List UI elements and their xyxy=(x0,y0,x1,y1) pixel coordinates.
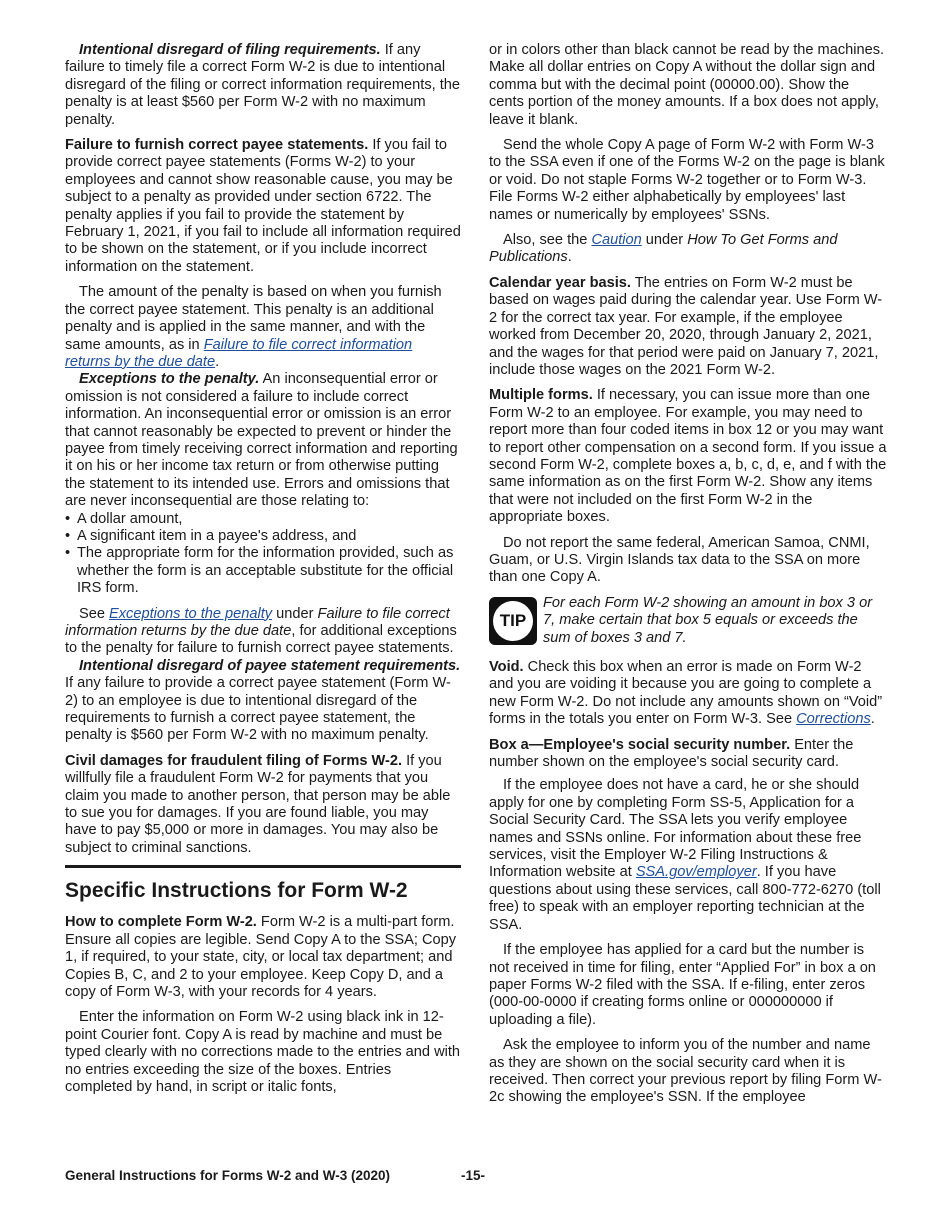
paragraph-ask-employee: Ask the employee to inform you of the number and name as they are shown on the social security card when it is received. Then correct your previous report by filing Form W-2c showing the employee's SSN. If the employee xyxy=(489,1037,882,1106)
tip-text: For each Form W-2 showing an amount in box 3 or 7, make certain that box 5 equals or exceeds the sum of boxes 3 and 7. xyxy=(543,594,873,646)
bullet-icon: • xyxy=(65,510,71,527)
tip-box xyxy=(489,595,887,647)
paragraph-exceptions: Exceptions to the penalty. An inconsequential error or omission is not considered a failure to include correct information. An inconsequential error or omission is an error that cannot reasonably be expected to prevent or hinder the payee from timely receiving correct information and reporting it on his or her income tax return or from otherwise putting the statement to its intended use. Errors and omissions that are never inconsequential are those relating to: xyxy=(65,371,458,510)
link-exceptions-to-penalty[interactable]: Exceptions to the penalty xyxy=(109,605,273,622)
paragraph-calendar-year: Calendar year basis. The entries on Form W-2 must be based on wages paid during the calendar year. Use Form W-2 for the correct tax year. For example, if the employee worked from December 20, 2020, through January 2, 2021, and the wages for that period were paid on January 7, 2021, include those wages on the 2021 Form W-2. xyxy=(489,274,883,378)
footer-title: General Instructions for Forms W-2 and W-3 (2020) xyxy=(65,1168,391,1183)
paragraph-see-exceptions: See Exceptions to the penalty under Failure to file correct information returns by the due date, for additional exceptions to the penalty for failure to furnish correct payee statements. xyxy=(65,605,457,657)
paragraph-applied-for: If the employee has applied for a card but the number is not received in time for filing, enter “Applied For” in box a on paper Forms W-2 filed with the SSA. If e-filing, enter zeros (000-00-0000 if creating forms online or 000000000 if uploading a file). xyxy=(489,942,876,1028)
paragraph-failure-to-furnish: Failure to furnish correct payee statements. If you fail to provide correct payee statements (Forms W-2) to your employees and cannot show reasonable cause, you may be subject to a penalty as provided under section 6722. The penalty applies if you fail to provide the statement by February 1, 2021, if you fail to include all information required to be shown on the statement, or if you include incorrect information on the statement. xyxy=(65,137,461,275)
paragraph-box-a: Box a—Employee's social security number. Enter the number shown on the employee's social security card. xyxy=(489,736,854,771)
list-item: • A significant item in a payee's address, and xyxy=(65,527,357,544)
paragraph-do-not-report: Do not report the same federal, American Samoa, CNMI, Guam, or U.S. Virgin Islands tax data to the SSA on more than one Copy A. xyxy=(489,534,870,586)
paragraph-how-to-complete: How to complete Form W-2. Form W-2 is a multi-part form. Ensure all copies are legible. Send Copy A to the SSA; Copy 1, if required, to your state, city, or local tax department; and Copies B, C, and 2 to your employee. Keep Copy D, and a copy of Form W-3, with your records for 4 years. xyxy=(65,914,457,1000)
paragraph-intentional-disregard-payee: Intentional disregard of payee statement requirements. If any failure to provide a correct payee statement (Form W-2) to an employee is due to intentional disregard of the requirements to furnish a correct payee statement, the penalty is $560 per Form W-2 with no maximum penalty. xyxy=(65,657,461,744)
paragraph-intentional-disregard-filing: Intentional disregard of filing requirements. If any failure to timely file a correct Form W-2 is due to intentional disregard of the filing or correct information requirements, the penalty is at least $560 per Form W-2 with no maximum penalty. xyxy=(65,42,461,128)
paragraph-send-copy-a: Send the whole Copy A page of Form W-2 with Form W-3 to the SSA even if one of the Forms W-2 on the page is blank or void. Do not staple Forms W-2 together or to Form W-3. File Forms W-2 either alphabetically by employees' last names or numerically by employees' SSNs. xyxy=(489,137,885,223)
link-corrections[interactable]: Corrections xyxy=(796,711,871,728)
exceptions-bullet-list xyxy=(65,511,461,598)
section-divider xyxy=(65,865,461,868)
left-column xyxy=(65,42,461,1104)
bullet-icon: • xyxy=(65,545,71,562)
link-ssa-employer[interactable]: SSA.gov/employer xyxy=(635,864,757,881)
link-caution[interactable]: Caution xyxy=(591,232,642,249)
paragraph-enter-information: Enter the information on Form W-2 using black ink in 12-point Courier font. Copy A is read by machine and must be typed clearly with no corrections made to the entries and with no entries exceeding the size of the boxes. Entries completed by hand, in script or italic fonts, xyxy=(65,1009,461,1095)
section-title: Specific Instructions for Form W-2 xyxy=(65,879,408,903)
list-item: • The appropriate form for the information provided, such as whether the form is an acceptable substitute for the official IRS form. xyxy=(65,545,454,597)
paragraph-no-card: If the employee does not have a card, he or she should apply for one by completing Form SS-5, Application for a Social Security Card. The SSA lets you verify employee names and SSNs online. For information about these free services, visit the Employer W-2 Filing Instructions & Information website at SSA.gov/employer. If you have questions about using these services, call 800-772-6270 (toll free) to speak with an employer reporting technician at the SSA. xyxy=(489,777,881,933)
paragraph-void: Void. Check this box when an error is made on Form W-2 and you are voiding it because you are going to complete a new Form W-2. Do not include any amounts shown on “Void” forms in the totals you enter on Form W-3. See Corrections. xyxy=(489,659,883,728)
link-failure-to-file[interactable]: Failure to file correct information returns by the due date xyxy=(65,336,413,370)
paragraph-civil-damages: Civil damages for fraudulent filing of Forms W-2. If you willfully file a fraudulent Form W-2 for payments that you claim you made to another person, that person may be able to sue you for damages. If you are found liable, you may have to pay $5,000 or more in damages. You may also be subject to criminal sanctions. xyxy=(65,752,451,856)
page-number: -15- xyxy=(461,1168,486,1183)
paragraph-colors: or in colors other than black cannot be read by the machines. Make all dollar entries on Copy A without the dollar sign and comma but with the decimal point (00000.00). Show the cents portion of the money amounts. If a box does not apply, leave it blank. xyxy=(489,42,885,128)
list-item: • A dollar amount, xyxy=(65,510,183,527)
right-column xyxy=(489,42,887,1115)
paragraph-penalty-amount: The amount of the penalty is based on when you furnish the correct payee statement. This penalty is an additional penalty and is applied in the same manner, and with the same amounts, as in Failure to file correct information returns by the due date. xyxy=(65,284,442,370)
paragraph-multiple-forms: Multiple forms. If necessary, you can issue more than one Form W-2 to an employee. For example, you may need to report more than four coded items in box 12 or you may want to report other compensation on a second form. If you issue a second Form W-2, complete boxes a, b, c, d, e, and f with the same information as on the first Form W-2. Show any items that were not included on the first Form W-2 in the appropriate boxes. xyxy=(489,387,887,526)
bullet-icon: • xyxy=(65,527,71,544)
tip-icon: TIP xyxy=(489,597,537,645)
paragraph-also-see: Also, see the Caution under How To Get Forms and Publications. xyxy=(489,232,838,266)
